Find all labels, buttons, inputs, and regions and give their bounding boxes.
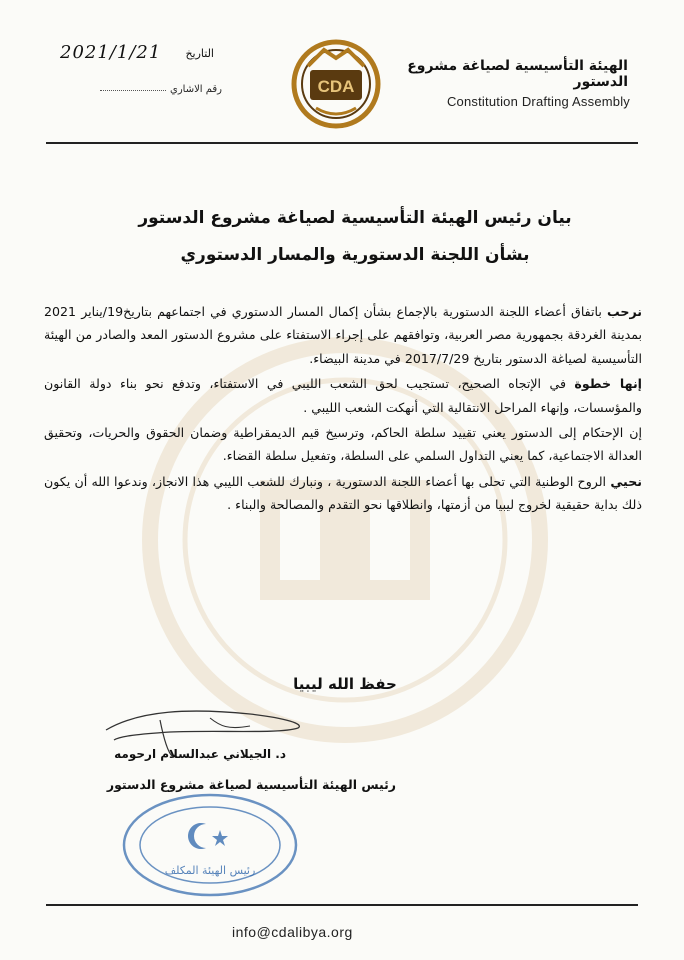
paragraph-3-text: إن الإحتكام إلى الدستور يعني تقييد سلطة الحاكم، وترسيخ قيم الديمقراطية وضمان الحقوق والحريات، وتحقيق العدالة الاجتماعية، كما يعني التداول السلمي على السلطة، وتفعيل سلطة القضاء. xyxy=(44,425,642,464)
assembly-logo-icon xyxy=(290,36,382,132)
reference-dots xyxy=(100,90,166,91)
statement-title: بيان رئيس الهيئة التأسيسية لصياغة مشروع الدستور xyxy=(138,208,572,228)
paragraph-1-text: باتفاق أعضاء اللجنة الدستورية بالإجماع بشأن إكمال المسار الدستوري في اجتماعهم بتاريخ19/يناير 2021 بمدينة الغردقة بجمهورية مصر العربية، وتوافقهم على إجراء الاستفتاء على مشروع الدستور المعد والصادر من الهيئة التأسيسية لصياغة الدستور بتاريخ 2017/7/29 في مدينة البيضاء. xyxy=(44,304,642,366)
org-name-english: Constitution Drafting Assembly xyxy=(446,94,630,109)
paragraph-4 xyxy=(44,470,642,517)
paragraph-2 xyxy=(44,372,642,419)
paragraph-3 xyxy=(44,421,642,468)
paragraph-4-lead: نحيي xyxy=(610,473,642,489)
org-name-arabic: الهيئة التأسيسية لصياغة مشروع الدستور xyxy=(407,58,628,90)
statement-body xyxy=(44,300,642,519)
paragraph-4-text: الروح الوطنية التي تحلى بها أعضاء اللجنة الدستورية ، ونبارك للشعب الليبي هذا الانجاز، وندعوا الله أن يكون ذلك بداية حقيقية لخروج ليبيا من أزمتها، وانطلاقها نحو التقدم والمصالحة والبناء . xyxy=(44,473,642,513)
official-stamp-icon xyxy=(120,790,300,900)
signatory-title: رئيس الهيئة التأسيسية لصياغة مشروع الدستور xyxy=(106,777,396,792)
closing-line: حفظ الله ليبيا xyxy=(293,675,397,693)
stamp-text: رئيس الهيئة المكلف xyxy=(164,864,256,877)
statement-subtitle: بشأن اللجنة الدستورية والمسار الدستوري xyxy=(180,245,530,265)
footer-divider xyxy=(46,904,638,906)
paragraph-2-lead: إنها خطوة xyxy=(574,376,642,392)
contact-email-link[interactable]: info@cdalibya.org xyxy=(232,924,353,940)
reference-label: رقم الاشاري xyxy=(170,84,223,95)
paragraph-1 xyxy=(44,300,642,370)
paragraph-1-lead: نرحب xyxy=(607,304,643,319)
date-value: 2021/1/21 xyxy=(60,42,162,63)
paragraph-2-text: في الإتجاه الصحيح، تستجيب لحق الشعب الليبي في الاستفتاء، وتدفع نحو بناء دولة القانون والمؤسسات، وإنهاء المراحل الانتقالية التي أنهكت الشعب الليبي . xyxy=(44,376,642,415)
signatory-name: د. الجيلاني عبدالسلام ارحومه xyxy=(114,747,286,761)
date-label: التاريخ xyxy=(185,47,214,60)
logo-text: CDA xyxy=(317,77,355,96)
header-divider xyxy=(46,142,638,144)
